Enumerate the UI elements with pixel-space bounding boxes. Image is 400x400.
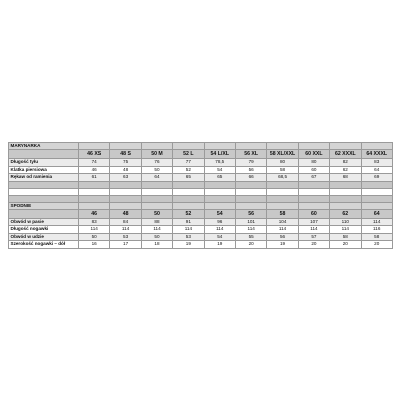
spacer-row: [9, 181, 393, 188]
trousers-section-filler: [361, 202, 392, 209]
jacket-measure-value: 63: [110, 174, 141, 181]
trousers-measure-value: 55: [235, 233, 266, 240]
trousers-measure-value: 107: [298, 219, 329, 226]
jacket-section-filler: [79, 143, 110, 150]
trousers-measure-label: Obwód w pasie: [9, 219, 79, 226]
trousers-measure-value: 84: [110, 219, 141, 226]
spacer-cell: [235, 188, 266, 195]
spacer-cell: [141, 181, 172, 188]
trousers-section-filler: [235, 202, 266, 209]
jacket-measure-value: 54: [204, 166, 235, 173]
trousers-measure-value: 19: [267, 241, 298, 248]
trousers-measure-label: Długość nogawki: [9, 226, 79, 233]
jacket-measure-value: 52: [173, 166, 204, 173]
size-chart-body: [9, 143, 393, 249]
trousers-measure-value: 114: [298, 226, 329, 233]
trousers-measure-row: [9, 233, 393, 240]
spacer-cell: [235, 195, 266, 202]
trousers-measure-value: 114: [173, 226, 204, 233]
jacket-section-filler: [173, 143, 204, 150]
jacket-section-filler: [267, 143, 298, 150]
trousers-measure-value: 58: [361, 233, 392, 240]
jacket-size-header: 48 S: [110, 150, 141, 159]
spacer-cell: [173, 181, 204, 188]
trousers-measure-value: 20: [330, 241, 361, 248]
jacket-section-filler: [204, 143, 235, 150]
jacket-size-header-row: [9, 150, 393, 159]
trousers-measure-label: Szerokość nogawki – dół: [9, 241, 79, 248]
jacket-measure-label: Klatka piersiowa: [9, 166, 79, 173]
jacket-measure-value: 74: [79, 159, 110, 166]
jacket-section-row: [9, 143, 393, 150]
spacer-cell: [110, 188, 141, 195]
spacer-cell: [9, 181, 79, 188]
spacer-row: [9, 188, 393, 195]
spacer-cell: [204, 181, 235, 188]
jacket-measure-value: 46: [79, 166, 110, 173]
trousers-measure-row: [9, 226, 393, 233]
jacket-measure-value: 82: [330, 159, 361, 166]
trousers-section-filler: [267, 202, 298, 209]
jacket-size-header: 54 L/XL: [204, 150, 235, 159]
trousers-measure-value: 114: [235, 226, 266, 233]
trousers-measure-value: 83: [79, 219, 110, 226]
spacer-cell: [330, 181, 361, 188]
jacket-section-filler: [141, 143, 172, 150]
trousers-size-header: 48: [110, 210, 141, 219]
jacket-measure-value: 62: [330, 166, 361, 173]
jacket-size-header: 50 M: [141, 150, 172, 159]
trousers-measure-value: 54: [204, 233, 235, 240]
jacket-measure-value: 80: [267, 159, 298, 166]
spacer-cell: [173, 188, 204, 195]
trousers-measure-value: 96: [204, 219, 235, 226]
spacer-cell: [9, 188, 79, 195]
spacer-cell: [361, 188, 392, 195]
trousers-section-title: SPODNIE: [9, 202, 79, 209]
jacket-section-filler: [361, 143, 392, 150]
trousers-measure-value: 20: [298, 241, 329, 248]
trousers-measure-value: 19: [204, 241, 235, 248]
jacket-measure-value: 80: [298, 159, 329, 166]
jacket-measure-label: Długość tyłu: [9, 159, 79, 166]
spacer-cell: [361, 195, 392, 202]
trousers-measure-value: 19: [173, 241, 204, 248]
trousers-measure-value: 114: [204, 226, 235, 233]
jacket-measure-value: 61: [79, 174, 110, 181]
spacer-cell: [267, 188, 298, 195]
trousers-measure-value: 18: [141, 241, 172, 248]
jacket-section-filler: [110, 143, 141, 150]
jacket-measure-value: 58: [267, 166, 298, 173]
trousers-size-header: 58: [267, 210, 298, 219]
trousers-section-row: [9, 202, 393, 209]
jacket-measure-value: 64: [141, 174, 172, 181]
jacket-measure-value: 75: [110, 159, 141, 166]
jacket-size-header: 62 XXXL: [330, 150, 361, 159]
trousers-measure-value: 114: [141, 226, 172, 233]
spacer-cell: [110, 195, 141, 202]
spacer-cell: [79, 195, 110, 202]
trousers-measure-value: 114: [79, 226, 110, 233]
jacket-measure-value: 50: [141, 166, 172, 173]
jacket-section-title: MARYNARKA: [9, 143, 79, 150]
spacer-cell: [79, 188, 110, 195]
jacket-section-filler: [330, 143, 361, 150]
trousers-measure-value: 16: [79, 241, 110, 248]
trousers-section-filler: [79, 202, 110, 209]
jacket-size-header: 58 XL/XXL: [267, 150, 298, 159]
trousers-section-filler: [330, 202, 361, 209]
trousers-size-header-row: [9, 210, 393, 219]
trousers-measure-value: 53: [173, 233, 204, 240]
jacket-measure-value: 78,5: [204, 159, 235, 166]
jacket-measure-value: 68,5: [267, 174, 298, 181]
jacket-measure-row: [9, 159, 393, 166]
trousers-measure-value: 114: [361, 219, 392, 226]
spacer-cell: [110, 181, 141, 188]
spacer-cell: [173, 195, 204, 202]
jacket-measure-value: 77: [173, 159, 204, 166]
trousers-size-header: 46: [79, 210, 110, 219]
jacket-measure-value: 56: [235, 166, 266, 173]
trousers-measure-value: 56: [267, 233, 298, 240]
jacket-measure-label: Rękaw od ramienia: [9, 174, 79, 181]
trousers-section-filler: [204, 202, 235, 209]
trousers-size-header: 54: [204, 210, 235, 219]
jacket-measure-value: 48: [110, 166, 141, 173]
trousers-measure-value: 57: [298, 233, 329, 240]
spacer-cell: [361, 181, 392, 188]
spacer-cell: [141, 188, 172, 195]
jacket-size-header: 52 L: [173, 150, 204, 159]
spacer-cell: [330, 188, 361, 195]
trousers-measure-value: 58: [330, 233, 361, 240]
trousers-measure-value: 116: [361, 226, 392, 233]
trousers-size-header: 50: [141, 210, 172, 219]
trousers-size-header: 64: [361, 210, 392, 219]
spacer-cell: [235, 181, 266, 188]
spacer-row: [9, 195, 393, 202]
jacket-measure-value: 79: [235, 159, 266, 166]
trousers-measure-value: 50: [141, 233, 172, 240]
trousers-size-header: 60: [298, 210, 329, 219]
trousers-measure-value: 17: [110, 241, 141, 248]
trousers-measure-value: 101: [235, 219, 266, 226]
spacer-cell: [141, 195, 172, 202]
trousers-measure-value: 20: [235, 241, 266, 248]
trousers-section-filler: [298, 202, 329, 209]
trousers-size-header: 52: [173, 210, 204, 219]
trousers-size-header: 62: [330, 210, 361, 219]
trousers-measure-value: 114: [110, 226, 141, 233]
spacer-cell: [267, 181, 298, 188]
trousers-measure-value: 91: [173, 219, 204, 226]
jacket-measure-value: 65: [173, 174, 204, 181]
spacer-cell: [267, 195, 298, 202]
spacer-cell: [330, 195, 361, 202]
trousers-section-filler: [141, 202, 172, 209]
spacer-cell: [298, 195, 329, 202]
trousers-section-filler: [173, 202, 204, 209]
trousers-measure-value: 114: [267, 226, 298, 233]
jacket-measure-value: 69: [361, 174, 392, 181]
jacket-measure-value: 67: [298, 174, 329, 181]
spacer-cell: [9, 195, 79, 202]
spacer-cell: [298, 181, 329, 188]
trousers-measure-row: [9, 241, 393, 248]
jacket-section-filler: [235, 143, 266, 150]
trousers-measure-value: 20: [361, 241, 392, 248]
trousers-measure-value: 110: [330, 219, 361, 226]
trousers-measure-value: 88: [141, 219, 172, 226]
jacket-size-header: 64 XXXL: [361, 150, 392, 159]
trousers-measure-value: 53: [110, 233, 141, 240]
trousers-measure-value: 50: [79, 233, 110, 240]
size-chart-sheet: [8, 142, 392, 249]
trousers-size-header-corner: [9, 210, 79, 219]
jacket-measure-value: 83: [361, 159, 392, 166]
jacket-measure-value: 76: [141, 159, 172, 166]
trousers-measure-value: 104: [267, 219, 298, 226]
spacer-cell: [204, 188, 235, 195]
trousers-measure-label: Obwód w udzie: [9, 233, 79, 240]
jacket-size-header: 56 XL: [235, 150, 266, 159]
trousers-measure-row: [9, 219, 393, 226]
trousers-section-filler: [110, 202, 141, 209]
jacket-section-filler: [298, 143, 329, 150]
jacket-size-header-corner: [9, 150, 79, 159]
jacket-size-header: 60 XXL: [298, 150, 329, 159]
trousers-size-header: 56: [235, 210, 266, 219]
size-chart-table: [8, 142, 393, 249]
jacket-measure-value: 65: [204, 174, 235, 181]
spacer-cell: [204, 195, 235, 202]
spacer-cell: [298, 188, 329, 195]
jacket-measure-row: [9, 174, 393, 181]
jacket-measure-row: [9, 166, 393, 173]
jacket-measure-value: 66: [235, 174, 266, 181]
trousers-measure-value: 114: [330, 226, 361, 233]
jacket-measure-value: 60: [298, 166, 329, 173]
jacket-size-header: 46 XS: [79, 150, 110, 159]
jacket-measure-value: 68: [330, 174, 361, 181]
jacket-measure-value: 64: [361, 166, 392, 173]
spacer-cell: [79, 181, 110, 188]
